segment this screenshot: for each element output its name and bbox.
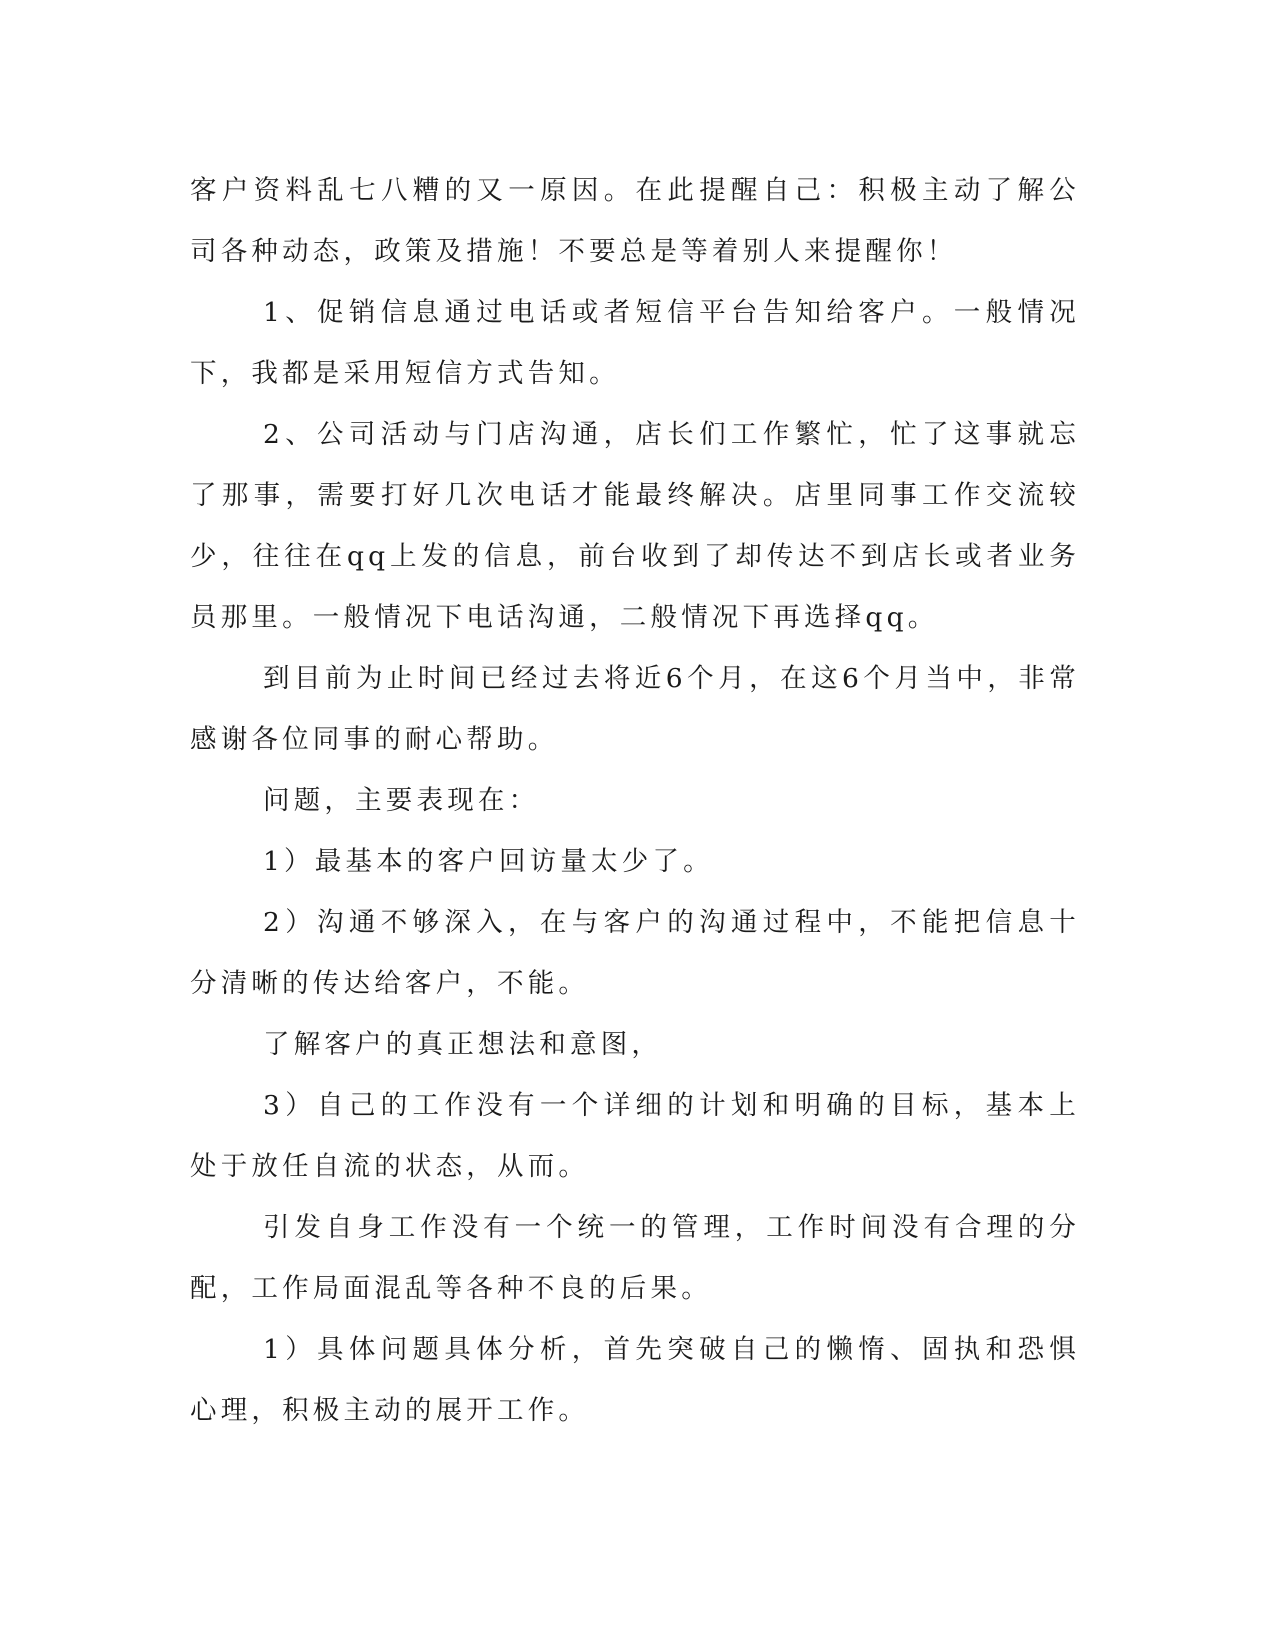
- paragraph-4: 到目前为止时间已经过去将近6个月，在这6个月当中，非常感谢各位同事的耐心帮助。: [190, 663, 1080, 755]
- paragraph-10: 引发自身工作没有一个统一的管理，工作时间没有合理的分配，工作局面混乱等各种不良的后果。: [190, 1212, 1080, 1304]
- paragraph-3: 2、公司活动与门店沟通，店长们工作繁忙，忙了这事就忘了那事，需要打好几次电话才能最终解决。店里同事工作交流较少，往往在qq上发的信息，前台收到了却传达不到店长或者业务员那里。一般情况下电话沟通，二般情况下再选择qq。: [190, 419, 1080, 633]
- paragraph-8: 了解客户的真正想法和意图，: [263, 1029, 663, 1060]
- paragraph-2: 1、促销信息通过电话或者短信平台告知给客户。一般情况下，我都是采用短信方式告知。: [190, 297, 1080, 389]
- paragraph-9: 3）自己的工作没有一个详细的计划和明确的目标，基本上处于放任自流的状态，从而。: [190, 1090, 1080, 1182]
- paragraph-1: 客户资料乱七八糟的又一原因。在此提醒自己：积极主动了解公司各种动态，政策及措施！不要总是等着别人来提醒你！: [190, 175, 1080, 267]
- paragraph-6: 1）最基本的客户回访量太少了。: [263, 846, 714, 877]
- paragraph-5: 问题，主要表现在：: [263, 785, 540, 816]
- paragraph-11: 1）具体问题具体分析，首先突破自己的懒惰、固执和恐惧心理，积极主动的展开工作。: [190, 1334, 1080, 1426]
- paragraph-7: 2）沟通不够深入，在与客户的沟通过程中，不能把信息十分清晰的传达给客户，不能。: [190, 907, 1080, 999]
- document-body: [190, 160, 1080, 1441]
